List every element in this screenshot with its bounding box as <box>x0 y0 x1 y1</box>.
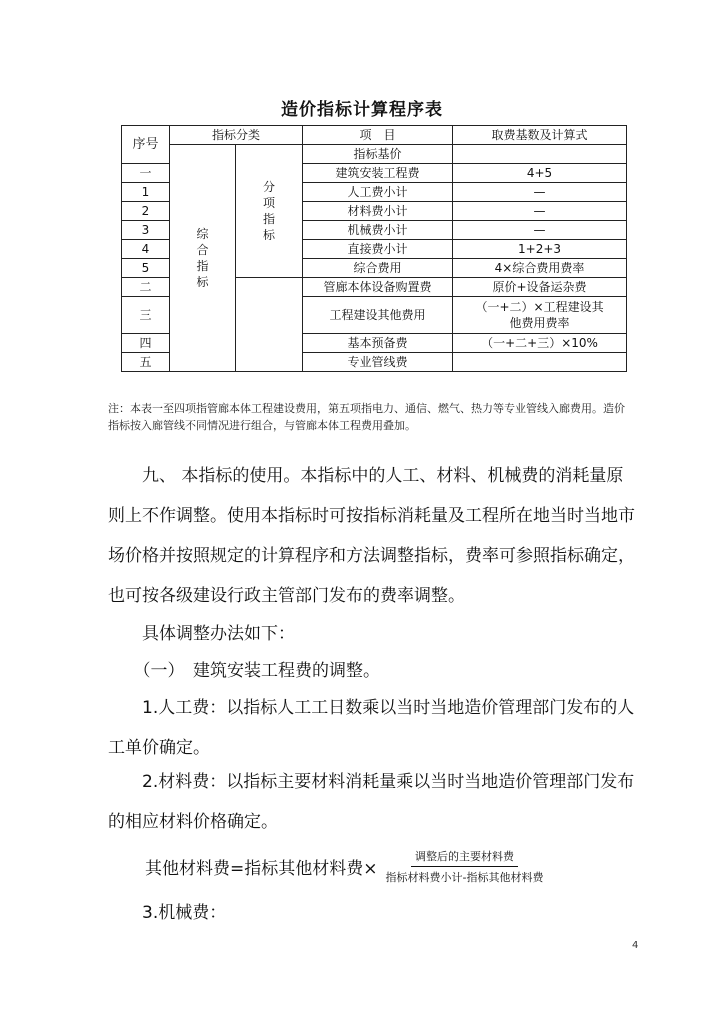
table-note: 注：本表一至四项指管廊本体工程建设费用，第五项指电力、通信、燃气、热力等专业管线入廊费用。造价指标按入廊管线不同情况进行组合，与管廊本体工程费用叠加。 <box>108 402 625 432</box>
row-item: 基本预备费 <box>303 334 453 353</box>
paragraph-material: 2.材料费：以指标主要材料消耗量乘以当时当地造价管理部门发布的相应材料价格确定。 <box>108 772 635 832</box>
row-seq: 2 <box>122 202 170 221</box>
row-formula-line: 他费用费率 <box>509 316 570 330</box>
row-seq: 五 <box>122 353 170 372</box>
row-item: 材料费小计 <box>303 202 453 221</box>
header-formula: 取费基数及计算式 <box>453 126 627 145</box>
row-seq: 1 <box>122 183 170 202</box>
paragraph-section-heading: （一） 建筑安装工程费的调整。 <box>108 661 380 681</box>
paragraph-usage: 九、 本指标的使用。本指标中的人工、材料、机械费的消耗量原则上不作调整。使用本指标时可按指标消耗量及工程所在地当时当地市场价格并按照规定的计算程序和方法调整指标，费率可参照指标确定，也可按各级建设行政主管部门发布的费率调整。 <box>108 466 635 606</box>
header-item: 项 目 <box>303 126 453 145</box>
table-row <box>122 145 627 164</box>
category-composite-char: 综 <box>196 227 209 241</box>
formula-denominator: 指标材料费小计-指标其他材料费 <box>385 871 544 884</box>
row-item: 机械费小计 <box>303 221 453 240</box>
other-material-formula <box>145 848 547 885</box>
row-item: 管廊本体设备购置费 <box>303 278 453 297</box>
category-itemized-blank <box>236 278 303 372</box>
row-seq: 二 <box>122 278 170 297</box>
row-formula: 4×综合费用费率 <box>453 259 627 278</box>
formula-fraction <box>382 848 548 885</box>
row-seq: 一 <box>122 164 170 183</box>
row-seq: 5 <box>122 259 170 278</box>
category-itemized-char: 项 <box>263 196 276 210</box>
paragraph-labor: 1.人工费：以指标人工工日数乘以当时当地造价管理部门发布的人工单价确定。 <box>108 698 635 758</box>
header-seq: 序号 <box>122 126 170 164</box>
category-itemized-char: 标 <box>263 228 276 242</box>
row-formula-line: （一+二）×工程建设其 <box>475 300 604 314</box>
paragraph-machinery: 3.机械费： <box>108 903 227 923</box>
table-header-row <box>122 126 627 145</box>
row-seq: 3 <box>122 221 170 240</box>
row-formula: 4+5 <box>453 164 627 183</box>
row-formula: （一+二+三）×10% <box>453 334 627 353</box>
category-composite-char: 合 <box>196 243 209 257</box>
row-formula: — <box>453 221 627 240</box>
row-formula: — <box>453 202 627 221</box>
formula-lhs: 其他材料费=指标其他材料费× <box>145 859 378 879</box>
row-seq: 四 <box>122 334 170 353</box>
category-itemized-char: 指 <box>263 212 276 226</box>
row-item: 直接费小计 <box>303 240 453 259</box>
formula-numerator: 调整后的主要材料费 <box>411 848 518 867</box>
table-title: 造价指标计算程序表 <box>281 100 443 120</box>
row-formula <box>453 297 627 334</box>
row-formula: 1+2+3 <box>453 240 627 259</box>
category-composite <box>170 145 236 372</box>
row-item: 指标基价 <box>303 145 453 164</box>
row-item: 工程建设其他费用 <box>303 297 453 334</box>
category-itemized <box>236 145 303 278</box>
row-seq: 三 <box>122 297 170 334</box>
row-item: 综合费用 <box>303 259 453 278</box>
category-itemized-char: 分 <box>263 180 276 194</box>
row-formula: 原价+设备运杂费 <box>453 278 627 297</box>
page-number: 4 <box>632 940 639 951</box>
cost-calculation-table <box>121 125 627 372</box>
row-formula: — <box>453 183 627 202</box>
row-seq: 4 <box>122 240 170 259</box>
header-category: 指标分类 <box>170 126 303 145</box>
row-item: 专业管线费 <box>303 353 453 372</box>
row-formula <box>453 145 627 164</box>
row-item: 建筑安装工程费 <box>303 164 453 183</box>
paragraph-adjust-intro: 具体调整办法如下： <box>108 624 295 644</box>
row-formula <box>453 353 627 372</box>
category-composite-char: 指 <box>196 259 209 273</box>
row-item: 人工费小计 <box>303 183 453 202</box>
category-composite-char: 标 <box>196 275 209 289</box>
